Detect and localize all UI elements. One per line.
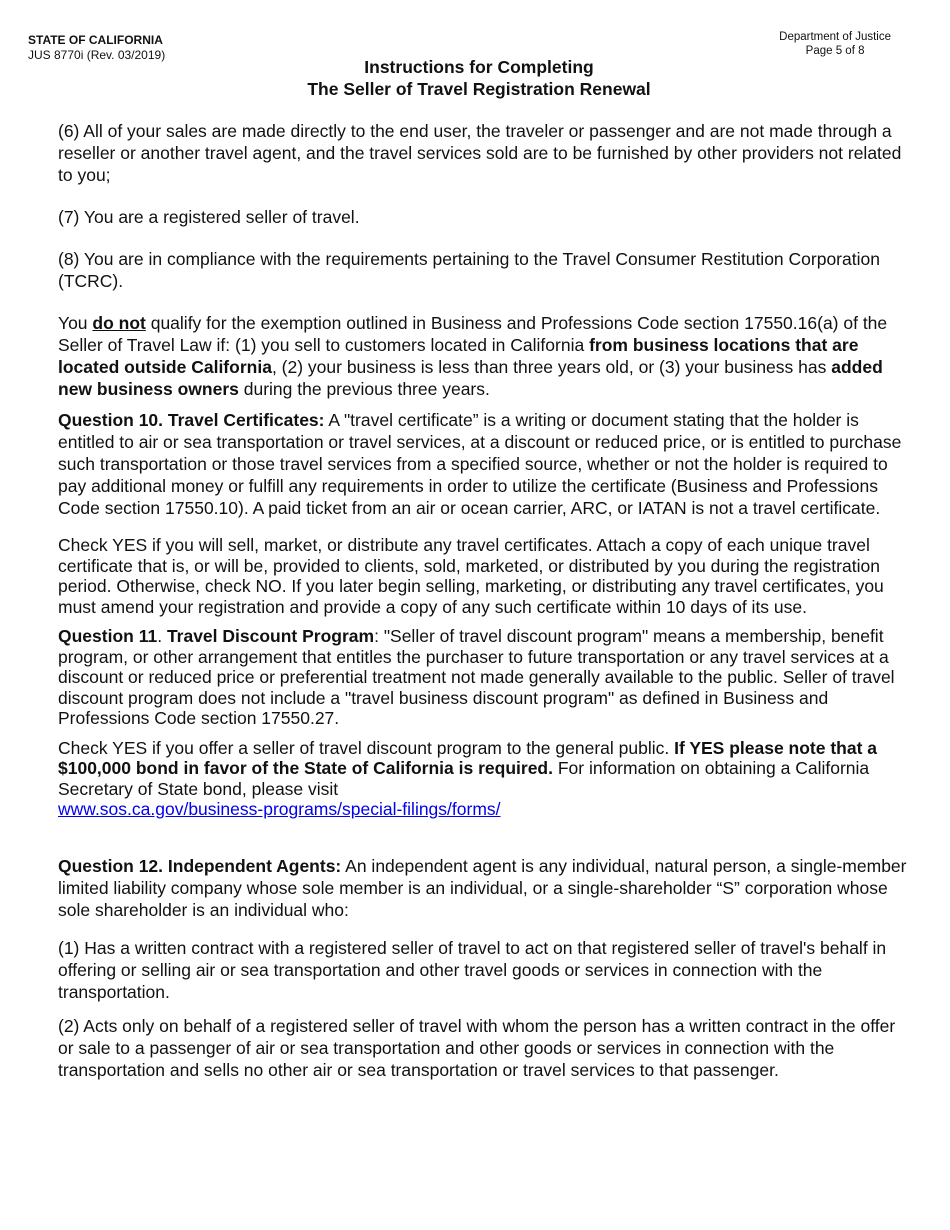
department-label: Department of Justice bbox=[779, 31, 891, 43]
condition-7: (7) You are a registered seller of travel. bbox=[58, 207, 360, 227]
question-11-definition: Question 11. Travel Discount Program: "Seller of travel discount program" means a membership, benefit program, or other arrangement that entitles the purchaser to future transportation or any travel services at a discount or reduced price or preferential treatment not made generally available to the public. Seller of travel discount program does not include a "travel business discount program" as defined in Business and Professions Code section 17550.27. bbox=[58, 626, 895, 728]
question-12-item-1: (1) Has a written contract with a registered seller of travel to act on that registered seller of travel's behalf in offering or selling air or sea transportation and other travel goods or services in connection with the transportation. bbox=[58, 937, 887, 1002]
sos-forms-link[interactable]: www.sos.ca.gov/business-programs/special-filings/forms/ bbox=[58, 799, 501, 819]
question-12-item-2: (2) Acts only on behalf of a registered seller of travel with whom the person has a written contract in the offer or sale to a passenger of air or sea transportation and other goods or services in connection with the transportation and sells no other air or sea transportation or travel services to that passenger. bbox=[58, 1015, 896, 1080]
exemption-paragraph: You do not qualify for the exemption outlined in Business and Professions Code section 17550.16(a) of the Seller of Travel Law if: (1) you sell to customers located in California from business locations that are located outside California, (2) your business is less than three years old, or (3) your business has added new business owners during the previous three years. bbox=[58, 313, 888, 399]
question-11-heading: Question 11 bbox=[58, 626, 158, 646]
form-number: JUS 8770i (Rev. 03/2019) bbox=[28, 48, 166, 62]
question-12-heading: Question 12. Independent Agents: bbox=[58, 855, 342, 876]
title-line-2: The Seller of Travel Registration Renewal bbox=[307, 79, 651, 99]
condition-8: (8) You are in compliance with the requirements pertaining to the Travel Consumer Restitution Corporation (TCRC). bbox=[58, 249, 880, 291]
condition-6: (6) All of your sales are made directly to the end user, the traveler or passenger and are not made through a reseller or another travel agent, and the travel services sold are to be furnished by other providers not related to you; bbox=[58, 121, 902, 185]
page-title bbox=[0, 56, 950, 100]
question-11-instructions: Check YES if you offer a seller of travel discount program to the general public. If YES please note that a $100,000 bond in favor of the State of California is required. For information on obtaining a California Secretary of State bond, please visit www.sos.ca.gov/business-programs/special-filings/forms/ bbox=[58, 737, 878, 819]
question-10-definition: Question 10. Travel Certificates: A "travel certificate” is a writing or document stating that the holder is entitled to air or sea transportation or travel services, at a discount or reduced price, or is entitled to purchase such transportation or those travel services from a specified source, whether or not the holder is required to pay additional money or fulfill any requirements in order to utilize the certificate (Business and Professions Code section 17550.10). A paid ticket from an air or ocean carrier, ARC, or IATAN is not a travel certificate. bbox=[58, 410, 902, 518]
form-header-right bbox=[779, 30, 891, 58]
page-number: Page 5 of 8 bbox=[805, 45, 865, 57]
document-body bbox=[58, 120, 908, 1081]
title-line-1: Instructions for Completing bbox=[364, 57, 594, 77]
state-label: STATE OF CALIFORNIA bbox=[28, 33, 163, 47]
question-10-heading: Question 10. Travel Certificates: bbox=[58, 410, 325, 430]
question-12-definition: Question 12. Independent Agents: An independent agent is any individual, natural person, a single-member limited liability company whose sole member is an individual, or a single-shareholder “S” corporation whose sole shareholder is an individual who: bbox=[58, 855, 907, 920]
question-10-instructions: Check YES if you will sell, market, or distribute any travel certificates. Attach a copy of each unique travel certificate that is, or will be, provided to clients, sold, marketed, or distributed by you during the registration period. Otherwise, check NO. If you later begin selling, marketing, or distributing any travel certificates, you must amend your registration and provide a copy of any such certificate within 10 days of its use. bbox=[58, 535, 884, 617]
